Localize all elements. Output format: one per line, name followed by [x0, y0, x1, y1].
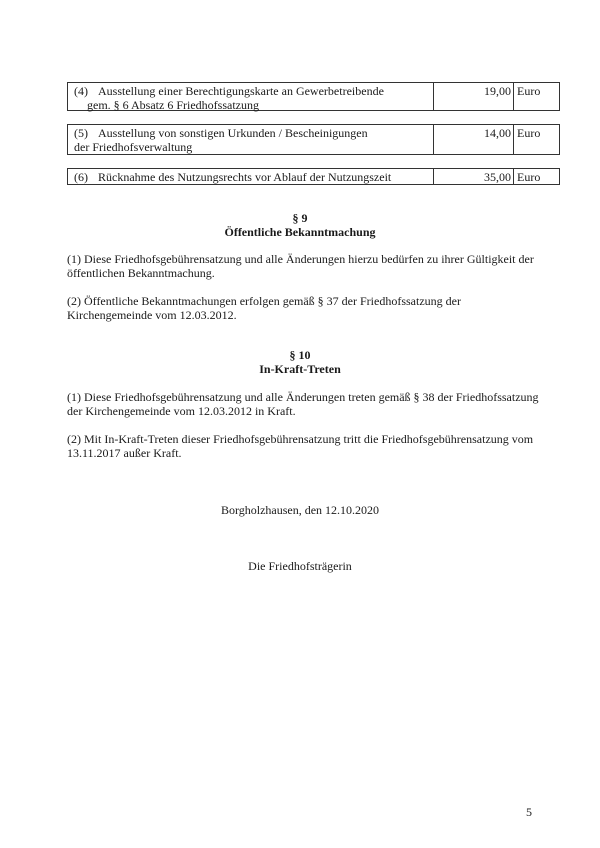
fee-unit: Euro — [517, 84, 541, 98]
section-9-paragraph-1: (1) Diese Friedhofsgebührensatzung und alle Änderungen hierzu bedürfen zu ihrer Gültigkeit der öffentlichen Bekanntmachung. — [67, 252, 534, 280]
fee-table-row-6 — [67, 168, 560, 185]
fee-table-row-4 — [67, 82, 560, 111]
fee-amount: 19,00 — [434, 83, 514, 110]
fee-description-line1: Ausstellung von sonstigen Urkunden / Bescheinigungen — [98, 126, 368, 140]
fee-description-line2: der Friedhofsverwaltung — [74, 140, 193, 154]
fee-amount: 35,00 — [434, 169, 514, 184]
fee-description — [68, 169, 434, 184]
fee-number: (5) — [74, 126, 88, 140]
fee-unit: Euro — [517, 170, 541, 184]
fee-description-line1: Ausstellung einer Berechtigungskarte an Gewerbetreibende — [98, 84, 384, 98]
page-number: 5 — [526, 805, 532, 819]
fee-description-line1: Rücknahme des Nutzungsrechts vor Ablauf der Nutzungszeit — [98, 170, 392, 184]
fee-number: (6) — [74, 170, 88, 184]
section-10-number: § 10 — [289, 348, 311, 362]
section-9-number: § 9 — [292, 211, 308, 225]
section-9-paragraph-2: (2) Öffentliche Bekanntmachungen erfolgen gemäß § 37 der Friedhofssatzung der Kirchengemeinde vom 12.03.2012. — [67, 294, 461, 322]
fee-description — [68, 125, 434, 154]
fee-number: (4) — [74, 84, 88, 98]
section-10-paragraph-1: (1) Diese Friedhofsgebührensatzung und alle Änderungen treten gemäß § 38 der Friedhofssatzung der Kirchengemeinde vom 12.03.2012 in Kraft. — [67, 390, 539, 418]
fee-unit: Euro — [517, 126, 541, 140]
section-10-title: In-Kraft-Treten — [259, 362, 341, 376]
fee-description — [68, 83, 434, 110]
place-and-date: Borgholzhausen, den 12.10.2020 — [220, 503, 380, 517]
fee-amount: 14,00 — [434, 125, 514, 154]
signatory: Die Friedhofsträgerin — [248, 559, 352, 573]
section-10-paragraph-2: (2) Mit In-Kraft-Treten dieser Friedhofsgebührensatzung tritt die Friedhofsgebührensatzung vom 13.11.2017 außer Kraft. — [67, 432, 534, 460]
fee-description-line2: gem. § 6 Absatz 6 Friedhofssatzung — [87, 98, 259, 112]
fee-table-row-5 — [67, 124, 560, 155]
section-9-title: Öffentliche Bekanntmachung — [224, 225, 376, 239]
